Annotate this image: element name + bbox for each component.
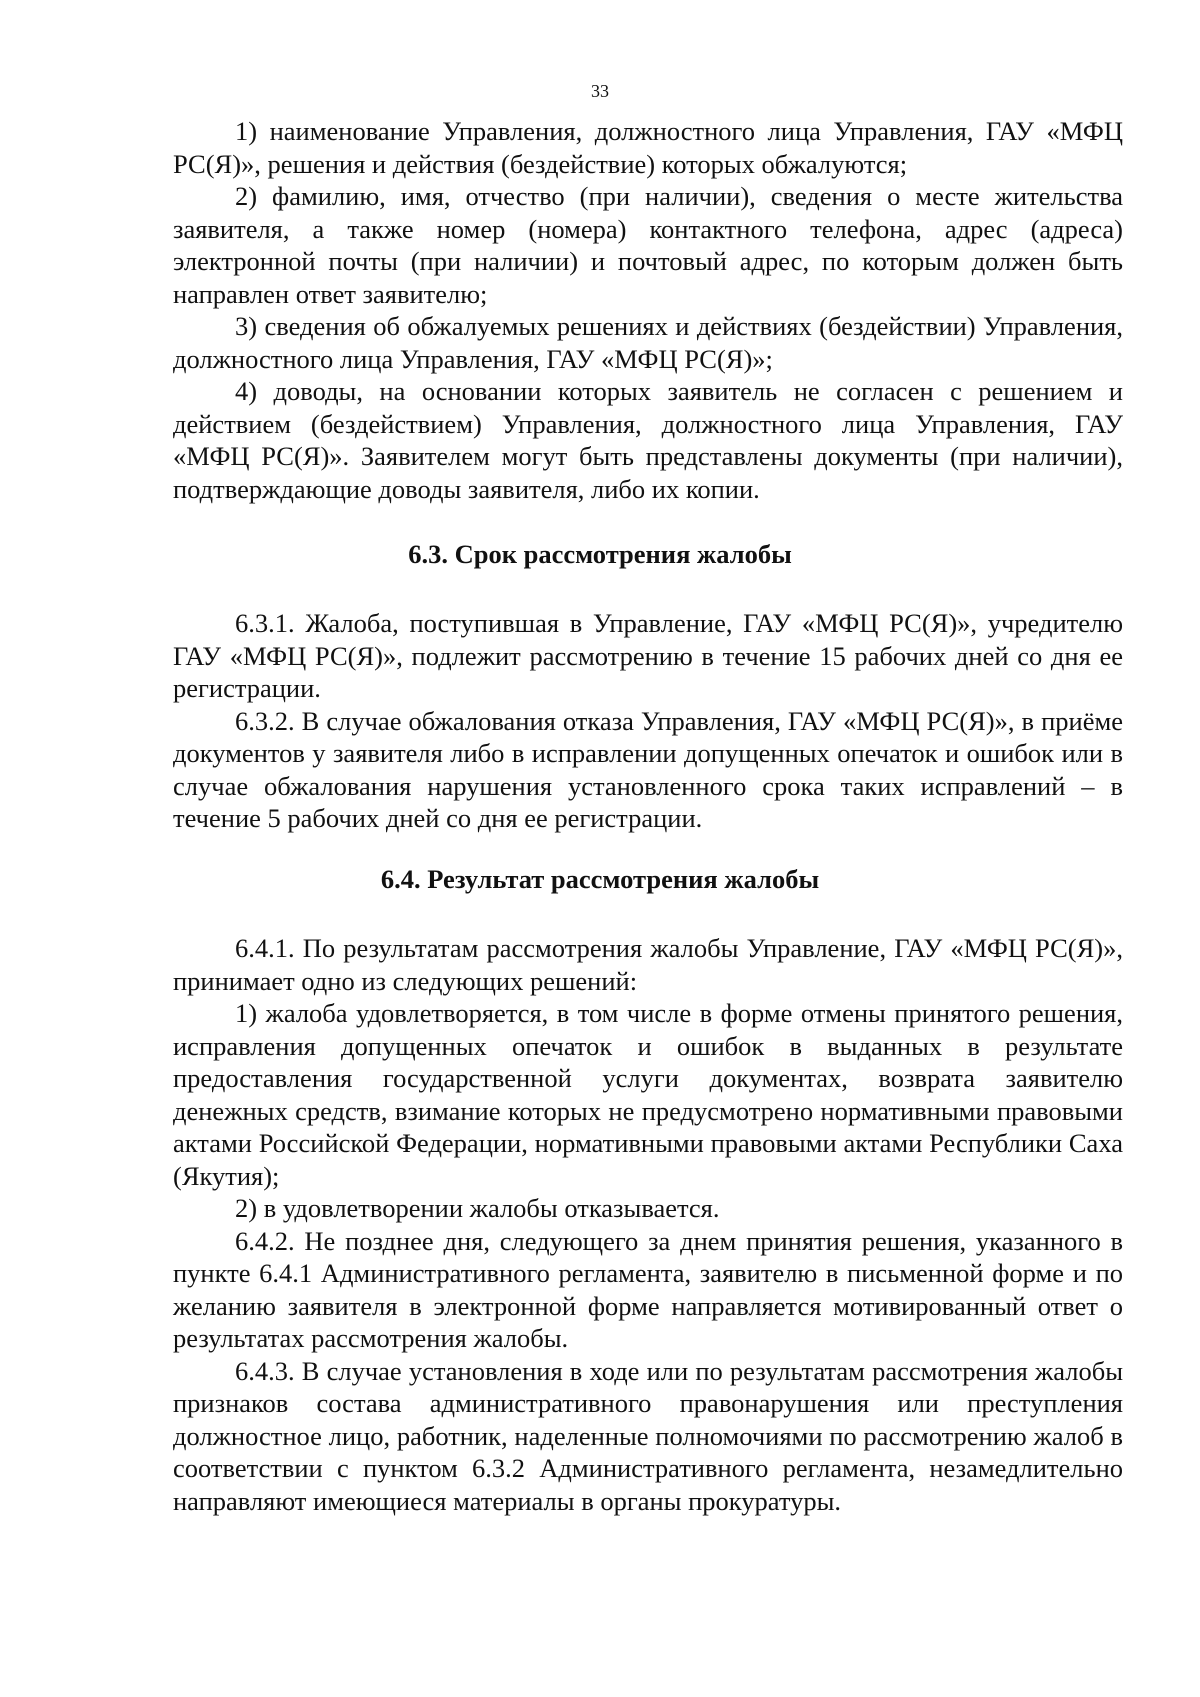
list-item-1: 1) наименование Управления, должностного лица Управления, ГАУ «МФЦ РС(Я)», решения и действия (бездействие) которых обжалуются;	[173, 116, 1123, 179]
paragraph-6-3-2: 6.3.2. В случае обжалования отказа Управления, ГАУ «МФЦ РС(Я)», в приёме документов у заявителя либо в исправлении допущенных опечаток и ошибок или в случае обжалования нарушения установленного срока таких исправлений – в течение 5 рабочих дней со дня ее регистрации.	[173, 705, 1123, 833]
complaint-contents-list	[173, 115, 1123, 505]
paragraph-6-4-1-item-2: 2) в удовлетворении жалобы отказывается.	[235, 1193, 720, 1223]
paragraph-6-4-1-item-1: 1) жалоба удовлетворяется, в том числе в форме отмены принятого решения, исправления допущенных опечаток и ошибок в выданных в результате предоставления государственной услуги документах, возврата заявителю денежных средств, взимание которых не предусмотрено нормативными правовыми актами Российской Федерации, нормативными правовыми актами Республики Саха (Якутия);	[173, 998, 1123, 1191]
paragraph-6-4-2: 6.4.2. Не позднее дня, следующего за днем принятия решения, указанного в пункте 6.4.1 Административного регламента, заявителю в письменной форме и по желанию заявителя в электронной форме направляется мотивированный ответ о результатах рассмотрения жалобы.	[173, 1225, 1123, 1353]
list-item-2: 2) фамилию, имя, отчество (при наличии), сведения о месте жительства заявителя, а также номер (номера) контактного телефона, адрес (адреса) электронной почты (при наличии) и почтовый адрес, по которым должен быть направлен ответ заявителю;	[173, 181, 1123, 309]
paragraph-6-4-1: 6.4.1. По результатам рассмотрения жалобы Управление, ГАУ «МФЦ РС(Я)», принимает одно из следующих решений:	[173, 933, 1123, 996]
list-item-4: 4) доводы, на основании которых заявитель не согласен с решением и действием (бездействием) Управления, должностного лица Управления, ГАУ «МФЦ РС(Я)». Заявителем могут быть представлены документы (при наличии), подтверждающие доводы заявителя, либо их копии.	[173, 376, 1123, 504]
paragraph-6-3-1: 6.3.1. Жалоба, поступившая в Управление, ГАУ «МФЦ РС(Я)», учредителю ГАУ «МФЦ РС(Я)», подлежит рассмотрению в течение 15 рабочих дней со дня ее регистрации.	[173, 608, 1123, 703]
section-heading-6-4: 6.4. Результат рассмотрения жалобы	[380, 864, 820, 894]
section-heading-6-3: 6.3. Срок рассмотрения жалобы	[408, 539, 792, 569]
section-6-3-body	[173, 607, 1123, 835]
list-item-3: 3) сведения об обжалуемых решениях и действиях (бездействии) Управления, должностного лица Управления, ГАУ «МФЦ РС(Я)»;	[173, 311, 1123, 374]
section-6-4-body	[173, 932, 1123, 1517]
paragraph-6-4-3: 6.4.3. В случае установления в ходе или по результатам рассмотрения жалобы признаков состава административного правонарушения или преступления должностное лицо, работник, наделенные полномочиями по рассмотрению жалоб в соответствии с пунктом 6.3.2 Административного регламента, незамедлительно направляют имеющиеся материалы в органы прокуратуры.	[173, 1355, 1123, 1516]
page-number: 33	[591, 81, 609, 101]
